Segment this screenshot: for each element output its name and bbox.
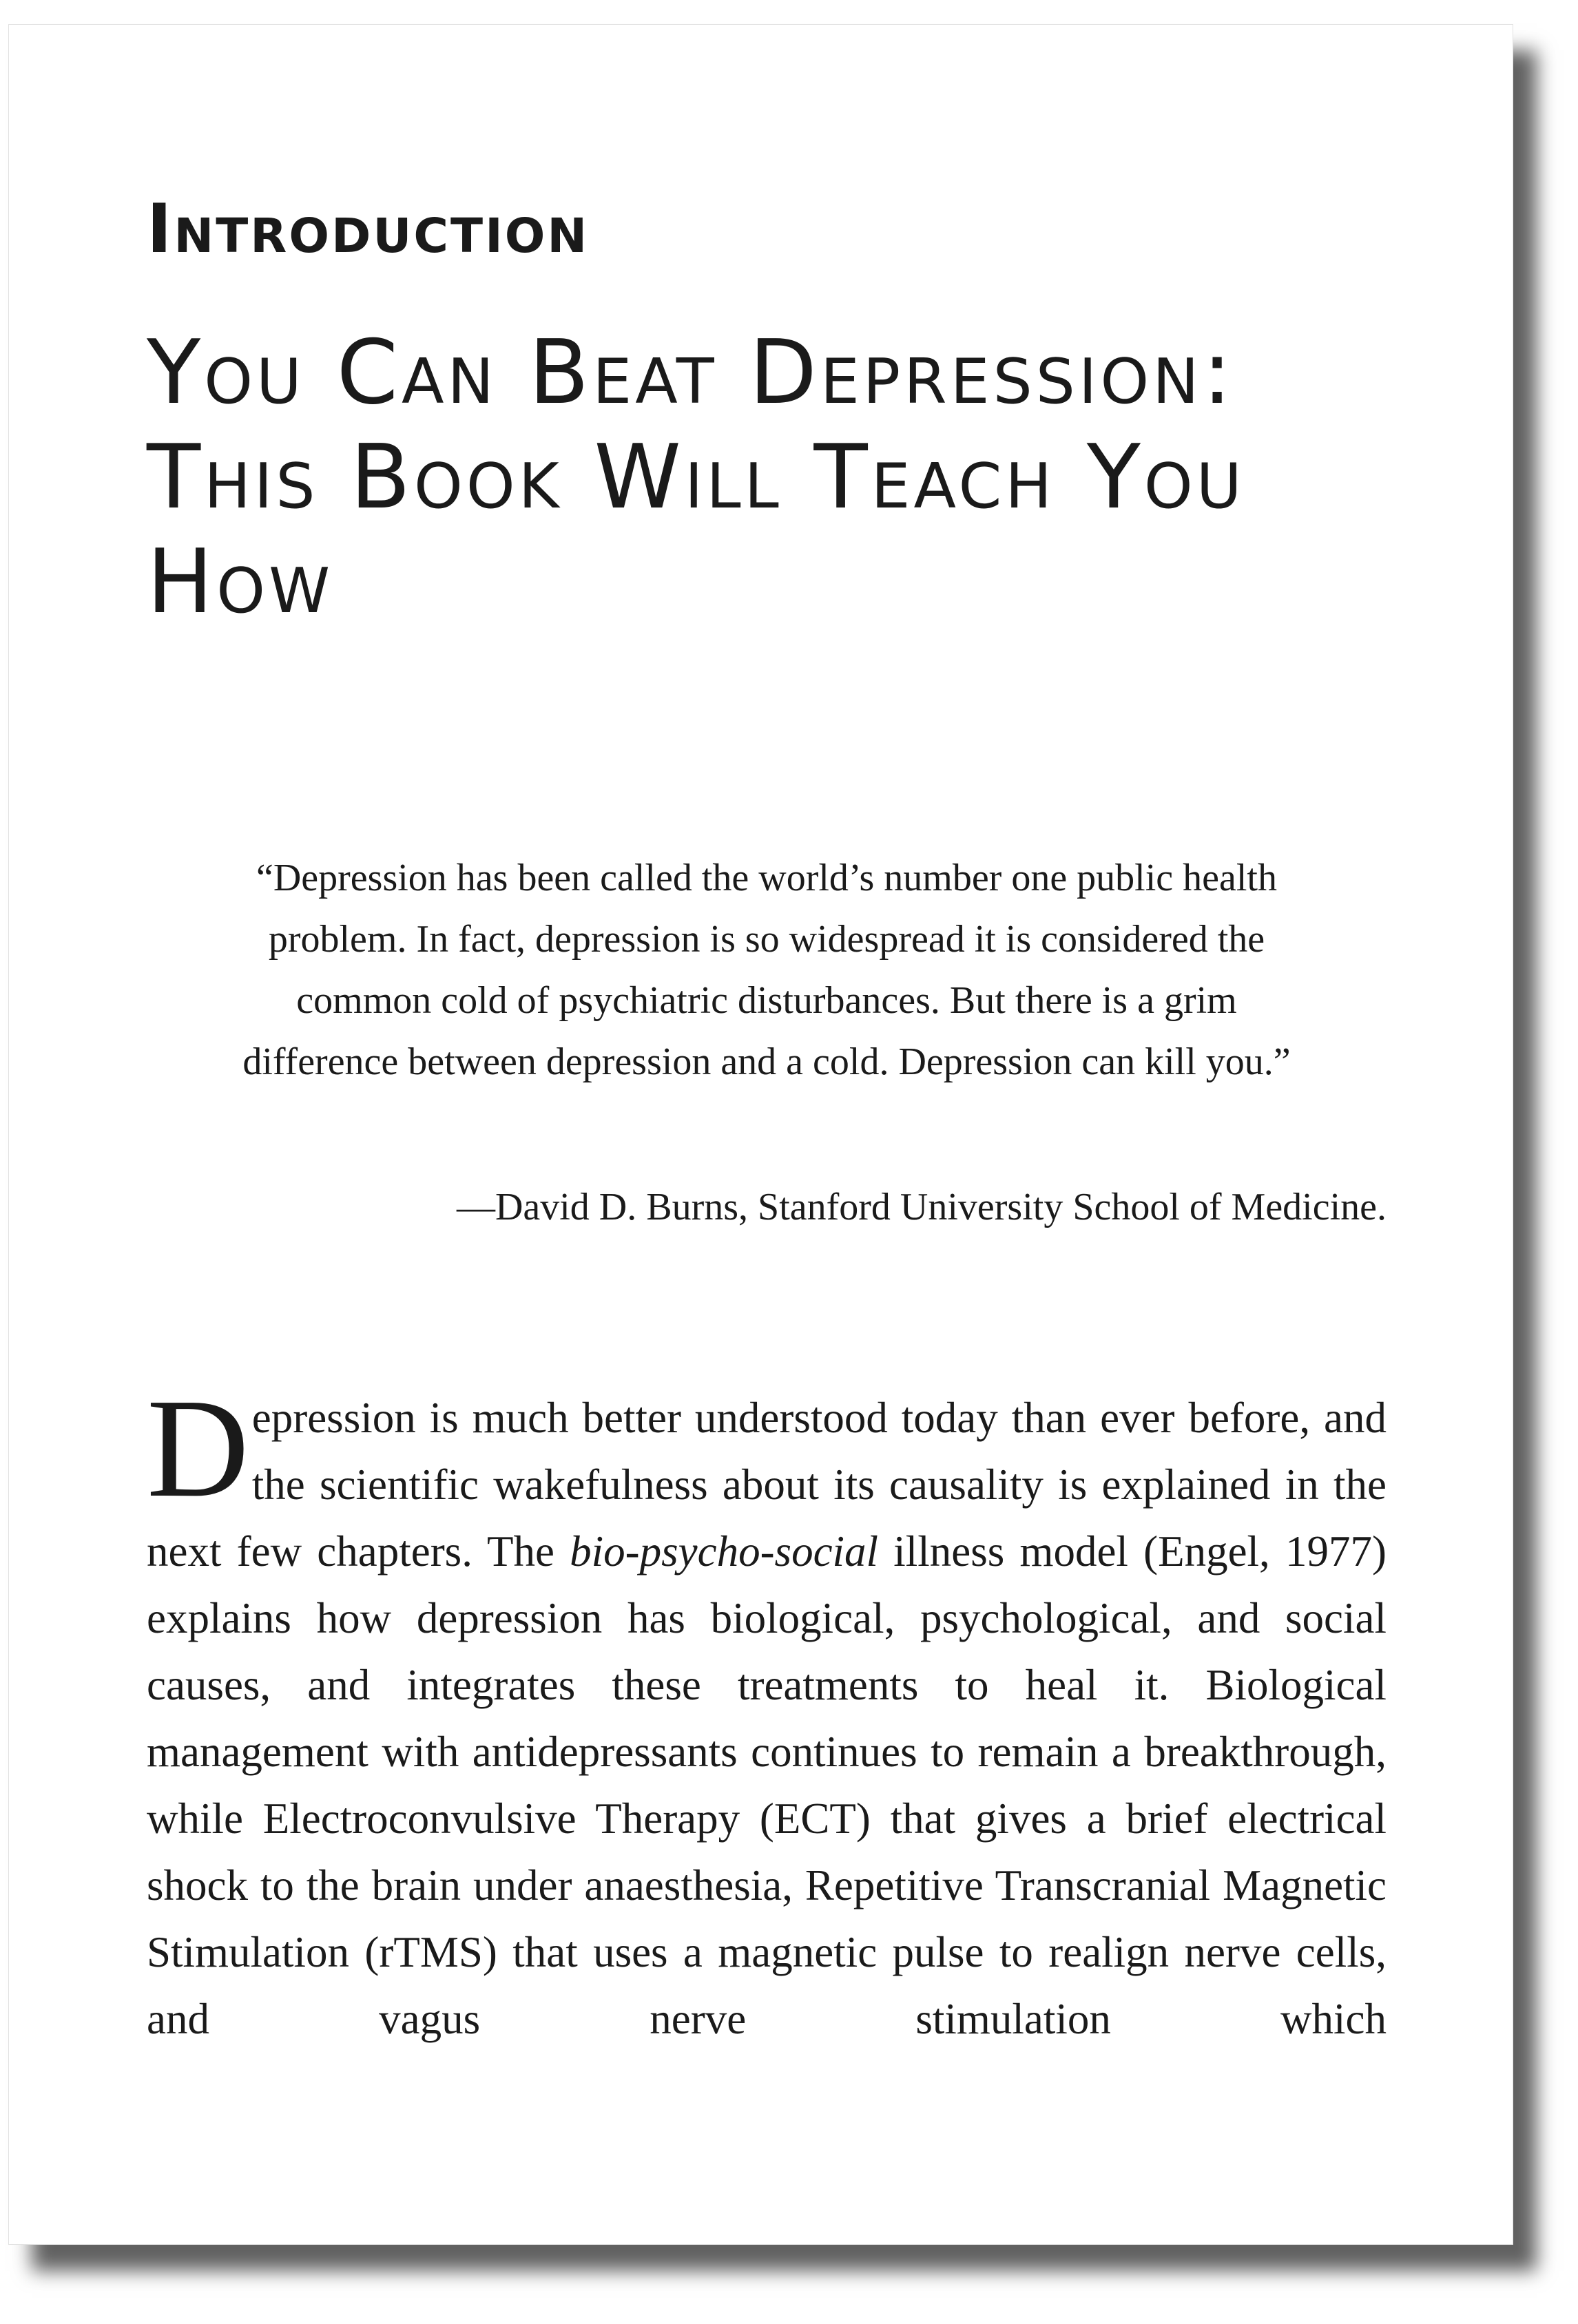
book-page [8,24,1513,2245]
body-text-part-1: epression is much better understood today than ever before, and the scientific wakefulness about its causality is explained in the next few chapters. The [147,1394,1387,1575]
body-paragraph [147,1369,1387,2053]
chapter-label: Introduction [147,190,590,269]
epigraph-attribution: —David D. Burns, Stanford University School of Medicine. [456,1186,1387,1228]
body-text-part-2: illness model (Engel, 1977) explains how depression has biological, psychological, and social causes, and integrates these treatments to heal it. Biological management with antidepressants continues to remain a breakthrough, while Electroconvulsive Therapy (ECT) that gives a brief electrical shock to the brain under anaesthesia, Repetitive Transcranial Magnetic Stimulation (rTMS) that uses a magnetic pulse to realign nerve cells, and vagus nerve stimulation which [147,1527,1387,2043]
italic-term: bio-psycho-social [570,1527,879,1575]
chapter-title: You Can Beat Depression: This Book Will Teach You How [147,322,1245,634]
drop-cap: D [147,1369,249,1527]
epigraph-quote: “Depression has been called the world’s number one public health problem. In fact, depression is so widespread it is considered the common cold of psychiatric disturbances. But there is a grim difference between depression and a cold. Depression can kill you.” [242,857,1291,1083]
